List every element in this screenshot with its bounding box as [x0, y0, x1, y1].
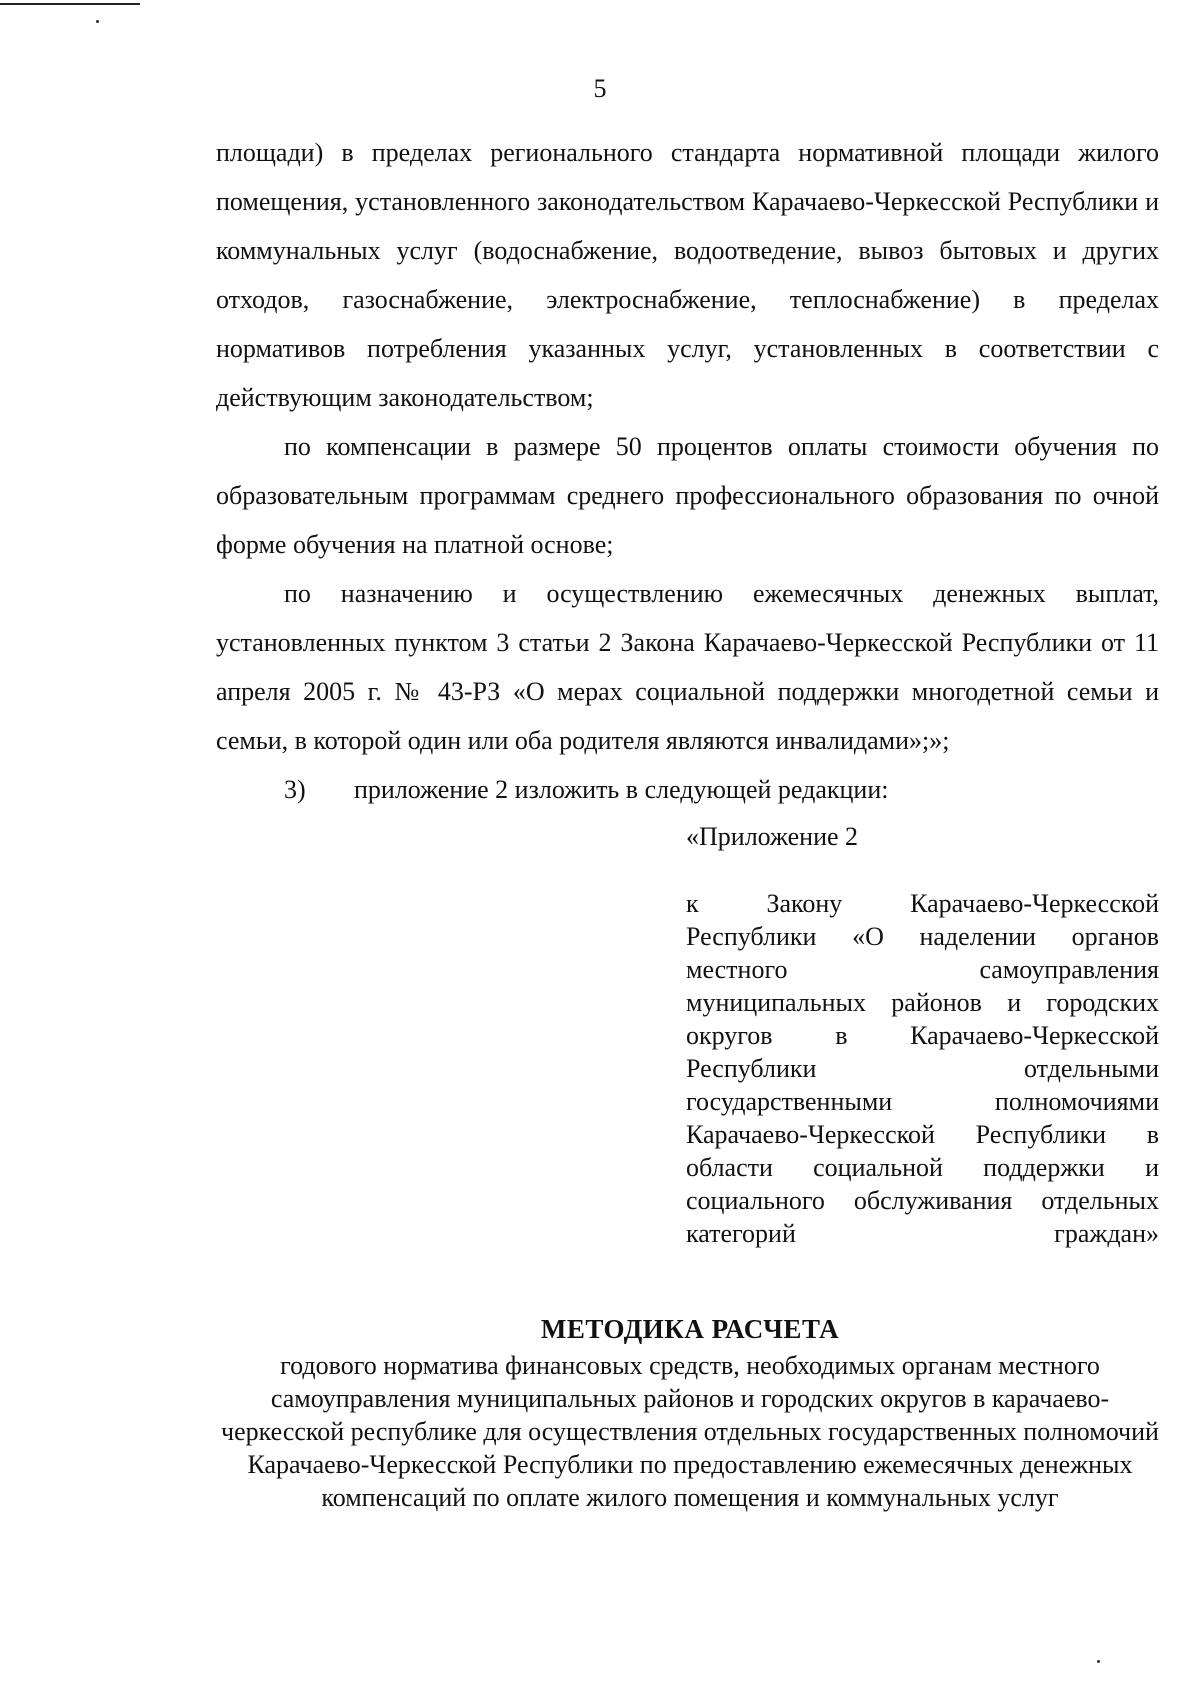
list-item-number: 3) [284, 775, 306, 804]
method-title: МЕТОДИКА РАСЧЕТА [540, 1314, 840, 1344]
scan-artifact-line [0, 3, 140, 5]
appendix-reference [686, 887, 1159, 1250]
body-text [216, 128, 1159, 814]
scan-artifact-dot [96, 20, 99, 23]
paragraph-education-compensation: по компенсации в размере 50 процентов оплаты стоимости обучения по образовательным программам среднего профессионального образования по очной форме обучения на платной основе; [216, 432, 1159, 559]
list-item-text: приложение 2 изложить в следующей редакции: [354, 775, 889, 804]
page-number: 5 [593, 74, 607, 103]
paragraph-monthly-payments: по назначению и осуществлению ежемесячных денежных выплат, установленных пунктом 3 статьи 2 Закона Карачаево-Черкесской Республики от 11 апреля 2005 г. № 43-РЗ «О мерах социальной поддержки многодетной семьи и семьи, в которой один или оба родителя являются инвалидами»;»; [216, 579, 1159, 755]
appendix-title: «Приложение 2 [686, 822, 859, 851]
appendix-reference-text: к Закону Карачаево-Черкесской Республики «О наделении органов местного самоуправления муниципальных районов и городских округов в Карачаево-Черкесской Республики отдельными государственными полномочиями Карачаево-Черкесской Республики в области социальной поддержки и социального обслуживания отдельных категорий граждан» [686, 889, 1159, 1248]
scan-artifact-dot [1097, 1660, 1100, 1663]
paragraph-housing-services: площади) в пределах регионального стандарта нормативной площади жилого помещения, установленного законодательством Карачаево-Черкесской Республики и коммунальных услуг (водоснабжение, водоотведение, вывоз бытовых и других отходов, газоснабжение, электроснабжение, теплоснабжение) в пределах нормативов потребления указанных услуг, установленных в соответствии с действующим законодательством; [216, 138, 1159, 412]
list-item-appendix-change [216, 765, 1159, 814]
method-subtitle: годового норматива финансовых средств, необходимых органам местного самоуправления муниципальных районов и городских округов в карачаево-черкесской республике для осуществления отдельных государственных полномочий Карачаево-Черкесской Республики по предоставлению ежемесячных денежных компенсаций по оплате жилого помещения и коммунальных услуг [221, 1351, 1159, 1512]
